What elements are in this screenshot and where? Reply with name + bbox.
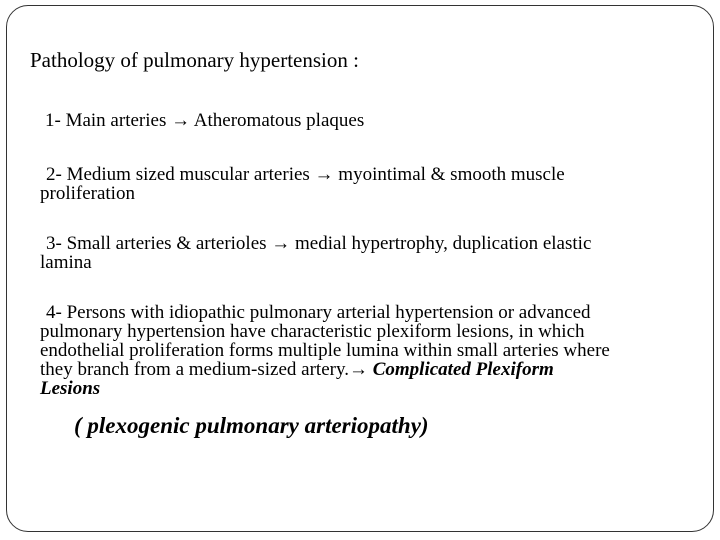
list-item-medium-arteries: [40, 165, 565, 203]
item-4-line-4: [40, 360, 610, 379]
list-item-small-arteries: [40, 234, 591, 272]
plexogenic-arteriopathy-note: ( plexogenic pulmonary arteriopathy): [74, 413, 429, 438]
slide-title: Pathology of pulmonary hypertension :: [30, 48, 359, 72]
item-3-line-1: 3- Small arteries & arterioles → medial hypertrophy, duplication elastic: [46, 233, 592, 254]
item-4-line-4-text: they branch from a medium-sized artery.→: [40, 359, 373, 380]
item-3-line-2: lamina: [40, 252, 92, 273]
item-4-line-2: pulmonary hypertension have characteristic plexiform lesions, in which: [40, 321, 585, 342]
list-item-main-arteries: [45, 111, 364, 130]
list-item-plexiform: [40, 303, 610, 398]
item-4-line-3: endothelial proliferation forms multiple lumina within small arteries where: [40, 340, 610, 361]
item-2-line-1: 2- Medium sized muscular arteries → myointimal & smooth muscle: [46, 164, 565, 185]
lesions-emphasis: Lesions: [40, 378, 101, 399]
item-1-line-1: 1- Main arteries → Atheromatous plaques: [45, 110, 365, 131]
item-2-line-2: proliferation: [40, 183, 135, 204]
complicated-plexiform-emphasis: Complicated Plexiform: [372, 359, 554, 380]
item-4-line-1: 4- Persons with idiopathic pulmonary arterial hypertension or advanced: [46, 302, 591, 323]
